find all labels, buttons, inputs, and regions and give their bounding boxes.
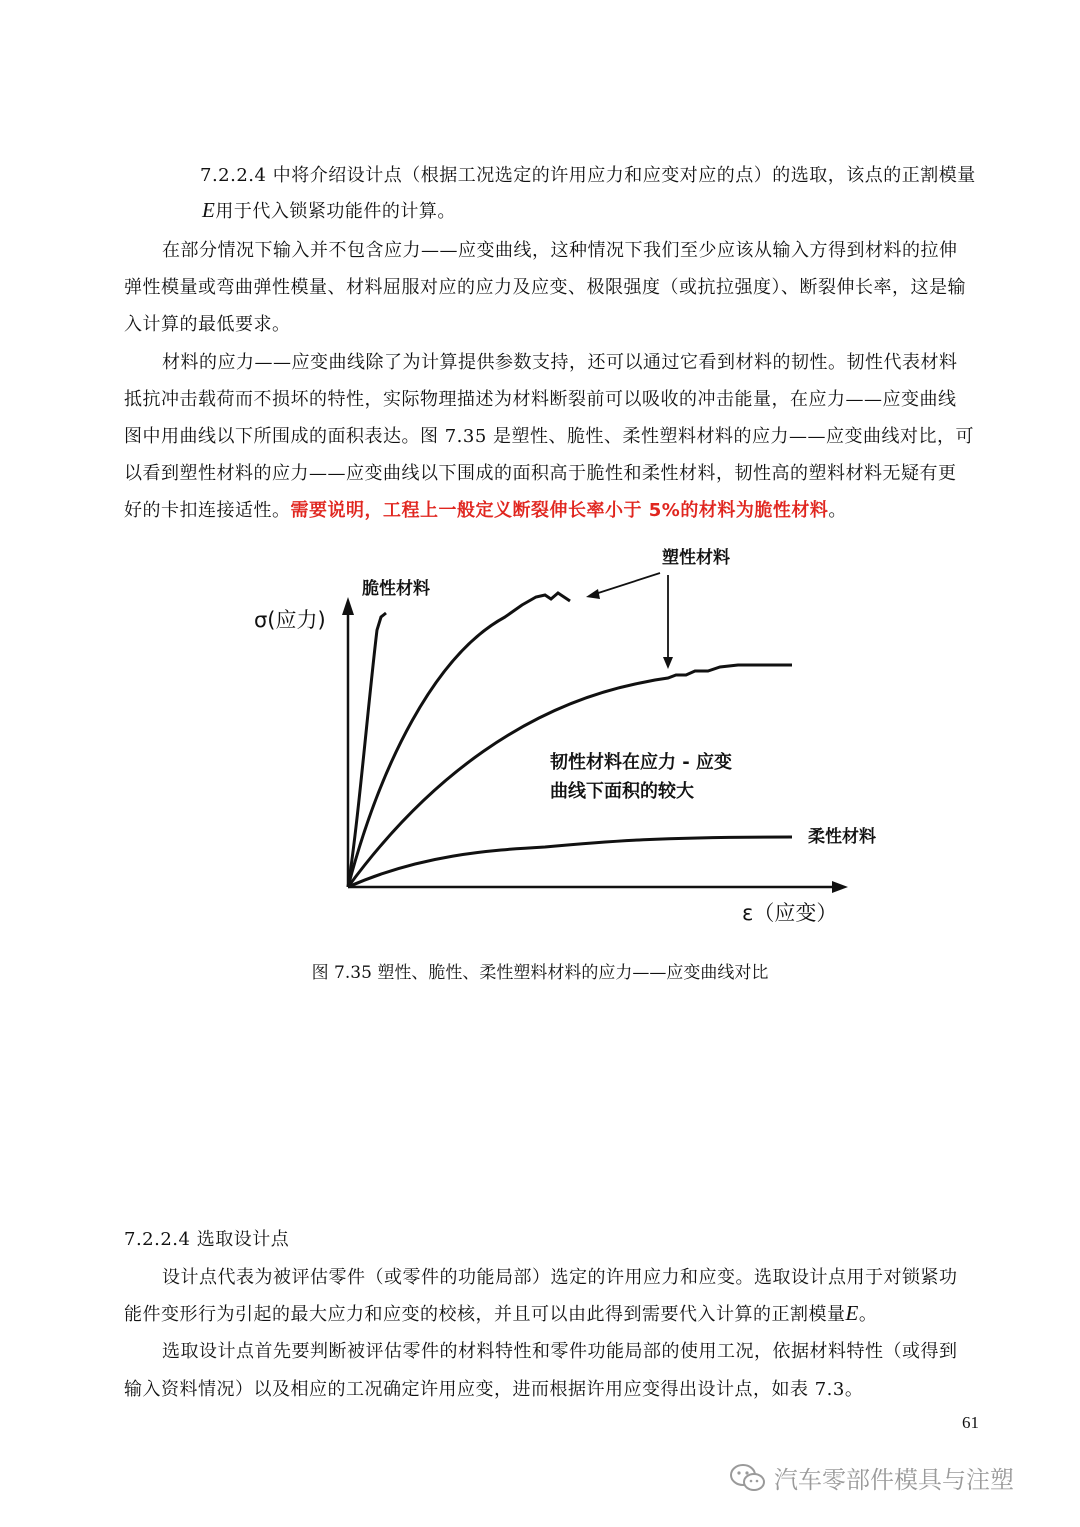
secant-modulus-symbol: E (202, 198, 216, 222)
para3-line4: 以看到塑性材料的应力——应变曲线以下围成的面积高于脆性和柔性材料，韧性高的塑料材料无疑有更 (124, 463, 957, 484)
para2-line2: 弹性模量或弯曲弹性模量、材料屈服对应的应力及应变、极限强度（或抗拉强度）、断裂伸长率，这是输 (124, 277, 966, 298)
para3-line5 (124, 496, 847, 522)
section-para2-line1: 选取设计点首先要判断被评估零件的材料特性和零件功能局部的使用工况，依据材料特性（或得到 (162, 1341, 958, 1362)
x-axis-label: ε（应变） (742, 901, 838, 925)
page-number: 61 (962, 1413, 979, 1432)
y-axis-label: σ(应力) (254, 608, 326, 632)
para3-line5-end: 。 (828, 500, 847, 521)
section-para2-line2: 输入资料情况）以及相应的工况确定许用应变，进而根据许用应变得出设计点，如表 7.3。 (124, 1379, 864, 1400)
watermark (728, 1460, 1014, 1495)
section-secant-modulus-symbol: E (845, 1301, 859, 1325)
figure-caption: 图 7.35 塑性、脆性、柔性塑料材料的应力——应变曲线对比 (311, 963, 769, 983)
section-para1-line2 (124, 1300, 877, 1326)
x-axis-arrowhead (832, 881, 848, 893)
para1-line2 (202, 197, 456, 223)
plastic-pointer-arrowhead-2 (663, 657, 673, 669)
section-para1-end: 。 (858, 1304, 878, 1325)
para2-line3: 入计算的最低要求。 (124, 314, 291, 335)
toughness-annotation-line2: 曲线下面积的较大 (550, 781, 694, 802)
para3-line5-text: 好的卡扣连接适性。 (124, 500, 291, 521)
y-axis-arrowhead (342, 597, 354, 615)
wechat-icon (728, 1462, 768, 1494)
plastic-pointer-arrowhead-1 (586, 589, 600, 599)
section-heading: 7.2.2.4 选取设计点 (124, 1229, 290, 1250)
para3-line3: 图中用曲线以下所围成的面积表达。图 7.35 是塑性、脆性、柔性塑料材料的应力——应变曲线对比，可 (124, 426, 975, 447)
toughness-annotation-line1: 韧性材料在应力 - 应变 (550, 752, 733, 773)
label-flexible: 柔性材料 (808, 827, 876, 847)
para1-line2-text: 用于代入锁紧功能件的计算。 (215, 201, 456, 222)
plastic-curve-lower (348, 665, 792, 887)
stress-strain-figure (240, 535, 876, 935)
para3-line2: 抵抗冲击载荷而不损坏的特性，实际物理描述为材料断裂前可以吸收的冲击能量，在应力——应变曲线 (124, 389, 957, 410)
label-brittle: 脆性材料 (362, 579, 430, 599)
para3-line1: 材料的应力——应变曲线除了为计算提供参数支持，还可以通过它看到材料的韧性。韧性代表材料 (162, 352, 958, 373)
watermark-text: 汽车零部件模具与注塑 (774, 1466, 1014, 1494)
para2-line1: 在部分情况下输入并不包含应力——应变曲线，这种情况下我们至少应该从输入方得到材料的拉伸 (162, 240, 958, 261)
flexible-curve (348, 837, 792, 887)
plastic-pointer-line-1 (592, 573, 660, 595)
para1-line1: 7.2.2.4 中将介绍设计点（根据工况选定的许用应力和应变对应的点）的选取，该点的正割模量 (200, 165, 976, 186)
section-para1-line2-text: 能件变形行为引起的最大应力和应变的校核，并且可以由此得到需要代入计算的正割模量 (124, 1304, 846, 1325)
label-plastic: 塑性材料 (662, 548, 730, 568)
section-para1-line1: 设计点代表为被评估零件（或零件的功能局部）选定的许用应力和应变。选取设计点用于对锁紧功 (162, 1267, 958, 1288)
brittle-definition-note: 需要说明，工程上一般定义断裂伸长率小于 5%的材料为脆性材料 (290, 500, 829, 521)
